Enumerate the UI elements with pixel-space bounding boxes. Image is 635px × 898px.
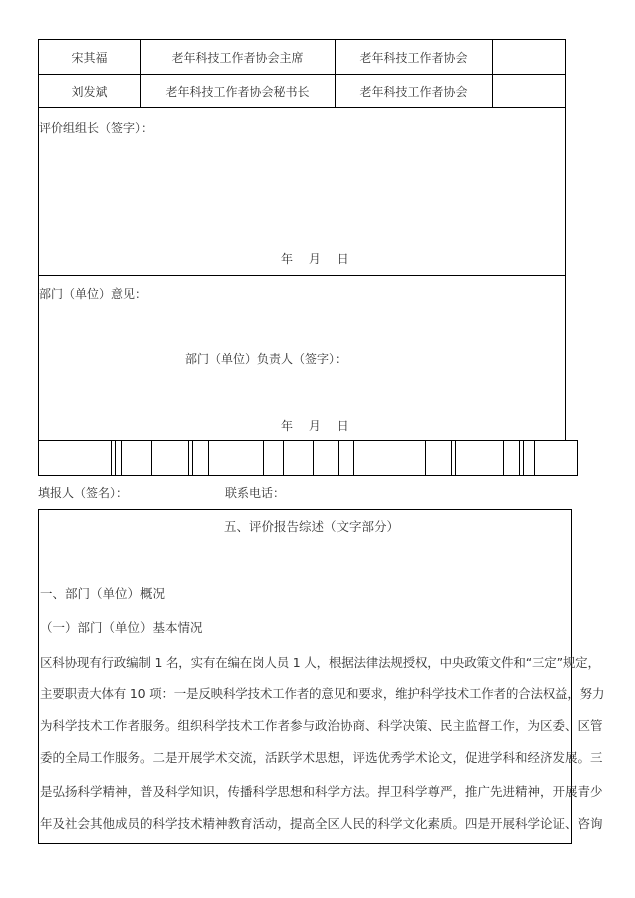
report-paragraph-line: 委的全局工作服务。二是开展学术交流，活跃学术思想，评选优秀学术论文，促进学科和经济发展。三 <box>40 750 603 765</box>
dept-opinion-date: 年 月 日 <box>281 419 349 433</box>
member-extra <box>492 40 565 74</box>
filler-label: 填报人（签名）： <box>38 486 129 500</box>
leader-sign-box <box>38 107 566 276</box>
member-organization: 老年科技工作者协会 <box>359 85 468 99</box>
member-name: 刘发斌 <box>71 85 108 99</box>
member-name: 宋其福 <box>71 50 108 65</box>
dept-opinion-box <box>38 275 566 441</box>
subsection-heading: （一）部门（单位）基本情况 <box>40 620 203 635</box>
leader-sign-label: 评价组组长（签字）： <box>39 121 154 135</box>
member-position: 老年科技工作者协会秘书长 <box>165 85 310 99</box>
report-paragraph-line: 区科协现有行政编制 1 名，实有在编在岗人员 1 人，根据法律法规授权，中央政策文件和“三定”规定， <box>40 655 600 670</box>
report-heading: 五、评价报告综述（文字部分） <box>224 519 400 534</box>
leader-sign-date: 年 月 日 <box>281 252 349 266</box>
member-position: 老年科技工作者协会主席 <box>171 50 304 65</box>
empty-grid-row <box>38 440 578 476</box>
report-paragraph-line: 为科学技术工作者服务。组织科学技术工作者参与政治协商、科学决策、民主监督工作，为区委、区管 <box>40 718 603 733</box>
table-row <box>39 74 565 107</box>
report-paragraph-line: 是弘扬科学精神，普及科学知识，传播科学思想和科学方法。捍卫科学尊严，推广先进精神，开展青少 <box>40 784 603 799</box>
phone-label: 联系电话： <box>225 486 286 500</box>
member-table <box>38 39 566 108</box>
dept-opinion-label: 部门（单位）意见： <box>39 287 148 301</box>
dept-responsible-label: 部门（单位）负责人（签字）： <box>185 352 348 366</box>
report-paragraph-line: 主要职责大体有 10 项：一是反映科学技术工作者的意见和要求，维护科学技术工作者的合法权益，努力 <box>40 686 605 701</box>
member-extra <box>492 75 565 108</box>
member-organization: 老年科技工作者协会 <box>359 50 468 65</box>
section-heading: 一、部门（单位）概况 <box>40 586 166 601</box>
report-paragraph-line: 年及社会其他成员的科学技术精神教育活动，提高全区人民的科学文化素质。四是开展科学论证、咨询 <box>40 816 603 831</box>
table-row <box>39 40 565 74</box>
